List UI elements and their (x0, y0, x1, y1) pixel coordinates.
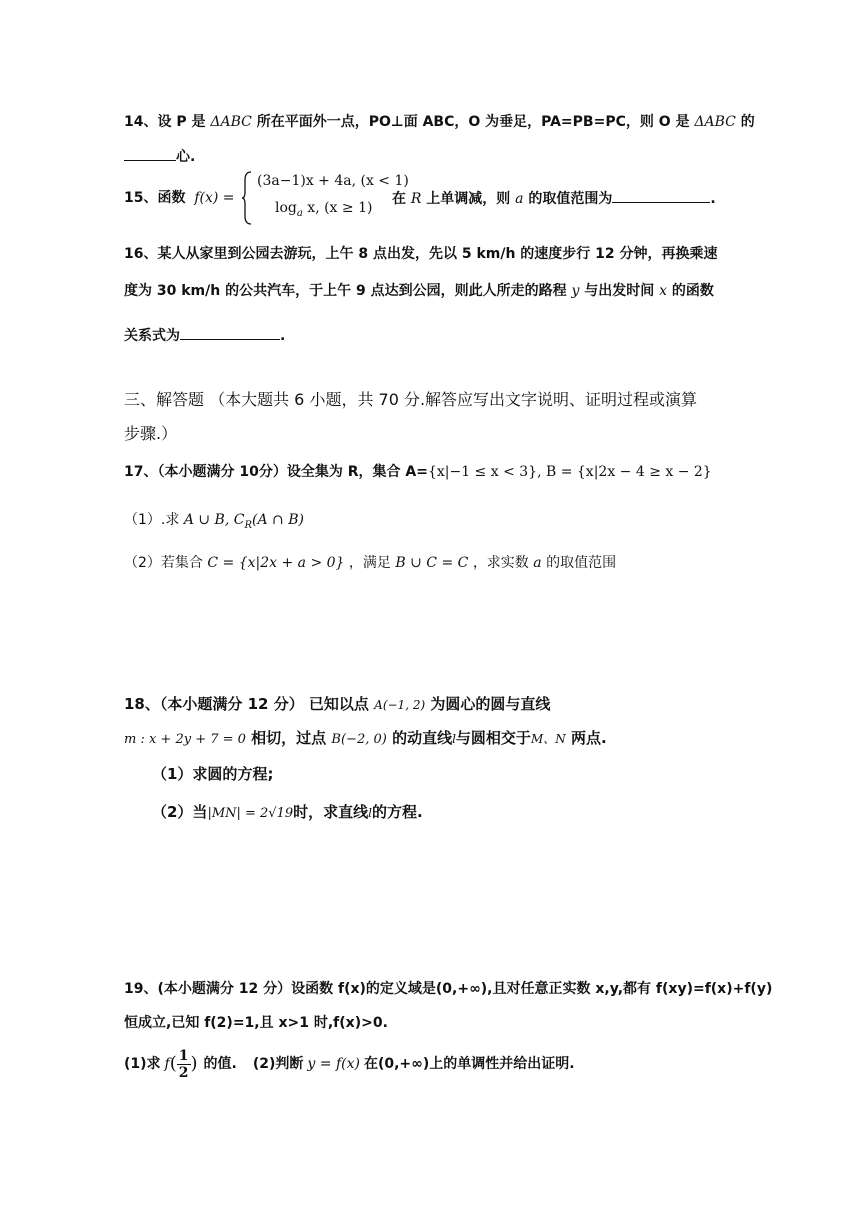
q18-part1: （1）求圆的方程; (152, 765, 274, 783)
q16-text-e: . (280, 328, 286, 344)
q17-part2-c: ，求实数 (472, 555, 529, 571)
q17-part2 (124, 553, 616, 573)
q15-fx: f(x) = (194, 190, 235, 206)
q18-point-a: A(−1, 2) (374, 698, 426, 712)
q19-frac-num: 1 (178, 1047, 189, 1064)
q16-text-b: 与出发时间 (584, 283, 655, 299)
q14-line1 (124, 112, 755, 132)
q16-answer-blank (180, 325, 280, 340)
q18-l: l (452, 732, 456, 746)
q15-R: R (410, 191, 422, 207)
section3-heading-line1: 三、解答题 （本大题共 6 小题，共 70 分.解答应写出文字说明、证明过程或演算 (124, 390, 698, 409)
q19-part1-a: (1)求 (124, 1056, 161, 1072)
q19-part2-b: 在(0,+∞)上的单调性并给出证明. (363, 1056, 575, 1072)
q15-log-base: a (296, 207, 303, 219)
q18-text-e: 与圆相交于 (455, 729, 531, 747)
q19-line2: 恒成立,已知 f(2)=1,且 x>1 时,f(x)>0. (124, 1015, 388, 1031)
q18-line1 (124, 694, 550, 715)
q19-fraction (177, 1048, 191, 1081)
q18-point-b: B(−2, 0) (331, 732, 387, 747)
q19-f: f (164, 1056, 170, 1072)
q19-frac-den: 2 (178, 1064, 189, 1081)
q17-set-c: C = {x|2x + a > 0} (207, 555, 345, 571)
q14-answer-blank (124, 146, 176, 161)
q17-intro-line (124, 462, 712, 482)
q16-text-d: 关系式为 (124, 328, 180, 344)
q14-text-c: 的 (740, 114, 755, 130)
q18-mn: M、N (530, 732, 566, 746)
q17-part2-a: （2）若集合 (124, 555, 203, 571)
q18-line2 (124, 728, 607, 750)
section3-heading-line2: 步骤.） (124, 424, 178, 443)
q18-text-a: 18、（本小题满分 12 分） 已知以点 (124, 695, 369, 713)
q14-triangle-abc-1: ΔABC (210, 114, 252, 130)
q17-part2-d: 的取值范围 (546, 555, 617, 571)
q18-text-c: 相切，过点 (251, 729, 327, 747)
q15-mid-a: 在 (392, 191, 406, 207)
q17-condition: B ∪ C = C (395, 555, 469, 571)
q16-line1: 16、某人从家里到公园去游玩，上午 8 点出发，先以 5 km/h 的速度步行 12 分钟，再换乘速 (124, 246, 718, 262)
left-brace-icon (241, 170, 253, 226)
q14-text-b: 所在平面外一点，PO⊥面 ABC，O 为垂足，PA=PB=PC，则 O 是 (256, 114, 690, 130)
q15-answer-blank (612, 188, 710, 203)
q15-a: a (515, 191, 524, 207)
q15-prefix-line (124, 188, 235, 208)
q18-part2 (152, 802, 423, 824)
q18-text-f: 两点. (570, 729, 607, 747)
q14-text-d: 心. (176, 149, 196, 165)
q15-case2-rest: x, (x ≥ 1) (307, 200, 373, 216)
q18-mn-length: |MN| = 2√19 (207, 806, 294, 821)
q19-y-fx: y = f(x) (307, 1056, 360, 1072)
q15-end: . (710, 191, 716, 207)
q14-text-a: 14、设 P 是 (124, 114, 206, 130)
q16-line3 (124, 325, 285, 346)
q15-mid-c: 的取值范围为 (528, 191, 613, 207)
q18-text-b: 为圆心的圆与直线 (430, 695, 551, 713)
q18-line-m: m : x + 2y + 7 = 0 (124, 732, 246, 747)
q19-part1-b: 的值. (203, 1056, 237, 1072)
q18-part2-c: 的方程. (372, 803, 423, 821)
q18-part2-a: （2）当 (152, 803, 208, 821)
q15-case1: (3a−1)x + 4a, (x < 1) (257, 173, 409, 189)
q19-parts: (1)求 f ( $\frac{1}{2}$ ) 的值. (2)判断 y = f(x) 在(0,+∞)上的单调性并给出证明. (124, 1047, 575, 1081)
q17-part1-label: （1）.求 (124, 512, 180, 528)
q16-x: x (659, 283, 668, 299)
q18-text-d: 的动直线 (392, 729, 453, 747)
q17-part1-sub: R (244, 519, 252, 531)
q17-var-a: a (533, 555, 542, 571)
q15-mid-b: 上单调减，则 (426, 191, 511, 207)
q16-text-a: 度为 30 km/h 的公共汽车，于上午 9 点达到公园，则此人所走的路程 (124, 283, 567, 299)
q17-part1-expr: A ∪ B, C (183, 512, 245, 528)
q16-text-c: 的函数 (671, 283, 714, 299)
q17-part2-b: ，满足 (348, 555, 391, 571)
q14-triangle-abc-2: ΔABC (694, 114, 736, 130)
q16-y: y (571, 283, 580, 299)
q17-sets: {x|−1 ≤ x < 3}, B = {x|2x − 4 ≥ x − 2} (427, 464, 712, 480)
q17-part1 (124, 510, 304, 536)
q14-line2 (124, 146, 195, 167)
q15-log: log (275, 200, 297, 216)
q18-part2-b: 时，求直线 (293, 803, 369, 821)
q17-intro: 17、（本小题满分 10分）设全集为 R，集合 A= (124, 464, 428, 480)
q19-part2-a: (2)判断 (252, 1056, 304, 1072)
q17-part1-tail: (A ∩ B) (252, 512, 304, 528)
q19-line1: 19、(本小题满分 12 分）设函数 f(x)的定义域是(0,+∞),且对任意正实数 x,y,都有 f(xy)=f(x)+f(y) (124, 981, 773, 997)
q15-tail-line (392, 188, 716, 209)
q15-case2 (275, 200, 372, 219)
q16-line2 (124, 281, 714, 301)
q18-l2: l (368, 806, 372, 820)
q15-prefix: 15、函数 (124, 190, 186, 206)
q15-piecewise (241, 170, 409, 226)
